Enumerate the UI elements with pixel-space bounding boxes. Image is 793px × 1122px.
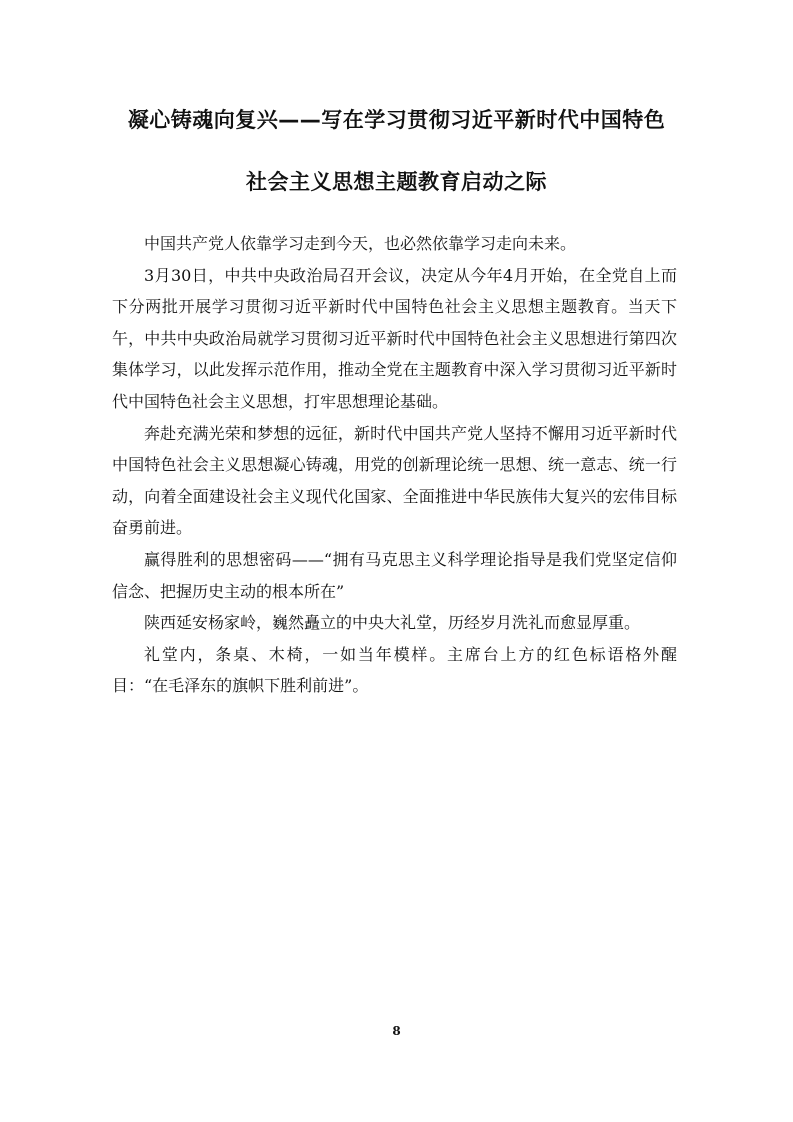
- paragraph: 3月30日，中共中央政治局召开会议，决定从今年4月开始，在全党自上而下分两批开展学习贯彻习近平新时代中国特色社会主义思想主题教育。当天下午，中共中央政治局就学习贯彻习近平新时代中国特色社会主义思想进行第四次集体学习，以此发挥示范作用，推动全党在主题教育中深入学习贯彻习近平新时代中国特色社会主义思想，打牢思想理论基础。: [112, 265, 677, 411]
- document-body: [112, 228, 677, 702]
- paragraph: 赢得胜利的思想密码——“拥有马克思主义科学理论指导是我们党坚定信仰信念、把握历史主动的根本所在”: [112, 549, 677, 601]
- page-number: 8: [392, 1024, 401, 1038]
- paragraph: 陕西延安杨家岭，巍然矗立的中央大礼堂，历经岁月洗礼而愈显厚重。: [144, 613, 641, 633]
- document-title-line-1: 凝心铸魂向复兴——写在学习贯彻习近平新时代中国特色: [127, 108, 666, 132]
- document-title-line-2: 社会主义思想主题教育启动之际: [246, 170, 547, 194]
- paragraph: 中国共产党人依靠学习走到今天，也必然依靠学习走向未来。: [144, 234, 577, 253]
- paragraph: 奔赴充满光荣和梦想的远征，新时代中国共产党人坚持不懈用习近平新时代中国特色社会主义思想凝心铸魂，用党的创新理论统一思想、统一意志、统一行动，向着全面建设社会主义现代化国家、全面推进中华民族伟大复兴的宏伟目标奋勇前进。: [112, 423, 677, 538]
- paragraph: 礼堂内，条桌、木椅，一如当年模样。主席台上方的红色标语格外醒目：“在毛泽东的旗帜下胜利前进”。: [112, 644, 677, 696]
